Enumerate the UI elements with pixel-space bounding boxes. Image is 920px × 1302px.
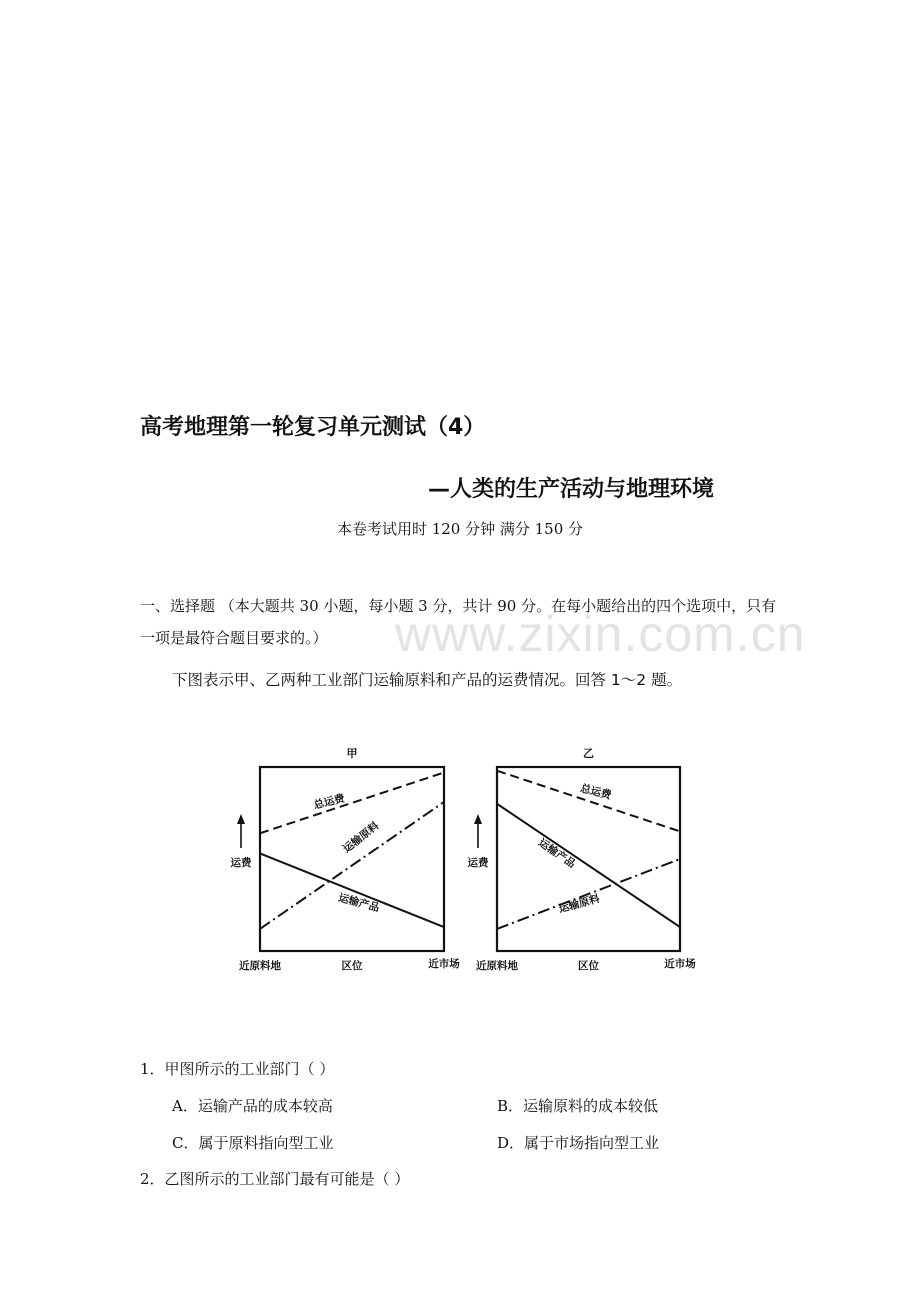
chart-1-title: 甲 (346, 747, 358, 760)
watermark: www.zixin.com.cn (395, 606, 806, 662)
question-1-option-a: A．运输产品的成本较高 (172, 1097, 333, 1115)
question-2-stem: 2．乙图所示的工业部门最有可能是（ ） (140, 1170, 410, 1188)
question-1-stem: 1．甲图所示的工业部门（ ） (140, 1060, 335, 1078)
chart-2-title: 乙 (583, 747, 594, 760)
chart-1-frame (260, 767, 444, 951)
chart-2-x-label: 区位 (578, 960, 599, 972)
chart-2-x-tick-0: 近原料地 (476, 960, 518, 972)
page-title: 高考地理第一轮复习单元测试（4） (140, 415, 486, 440)
chart-2-series-label-3: 运输原料 (557, 892, 602, 916)
chart-1-series-label-2: 运输原料 (340, 819, 382, 856)
chart-1-series-label-1: 总运费 (312, 792, 347, 812)
chart-2-y-label: 运费 (467, 857, 489, 869)
question-1-option-c: C．属于原料指向型工业 (172, 1134, 334, 1152)
chart-1-y-arrow-head (237, 814, 245, 824)
chart-1-x-label: 区位 (341, 960, 363, 972)
chart-2-series-line-2 (497, 804, 680, 927)
chart-1-y-label: 运费 (230, 857, 252, 869)
question-1-option-d: D．属于市场指向型工业 (497, 1134, 660, 1152)
chart-2-y-arrow-head (474, 814, 482, 824)
chart-1-x-tick-1: 近市场 (428, 958, 460, 970)
chart-1-series-label-3: 运输产品 (336, 891, 381, 915)
chart-2-x-tick-1: 近市场 (664, 958, 696, 970)
chart-1-x-tick-0: 近原料地 (239, 960, 281, 972)
page-subtitle: —人类的生产活动与地理环境 (428, 477, 715, 502)
figure-intro: 下图表示甲、乙两种工业部门运输原料和产品的运费情况。回答 1～2 题。 (172, 671, 683, 689)
exam-info: 本卷考试用时 120 分钟 满分 150 分 (336, 520, 584, 538)
chart-1-series-line-1 (260, 773, 444, 834)
section-heading: 一、选择题 （本大题共 30 小题，每小题 3 分，共计 90 分。在每小题给出的四个选项中，只有一项是最符合题目要求的。） (140, 597, 777, 647)
chart-2-series-label-1: 总运费 (578, 782, 613, 802)
chart-2-series-label-2: 运输产品 (536, 836, 578, 871)
chart-2-series-line-3 (497, 859, 680, 929)
question-1-option-b: B．运输原料的成本较低 (497, 1097, 659, 1115)
